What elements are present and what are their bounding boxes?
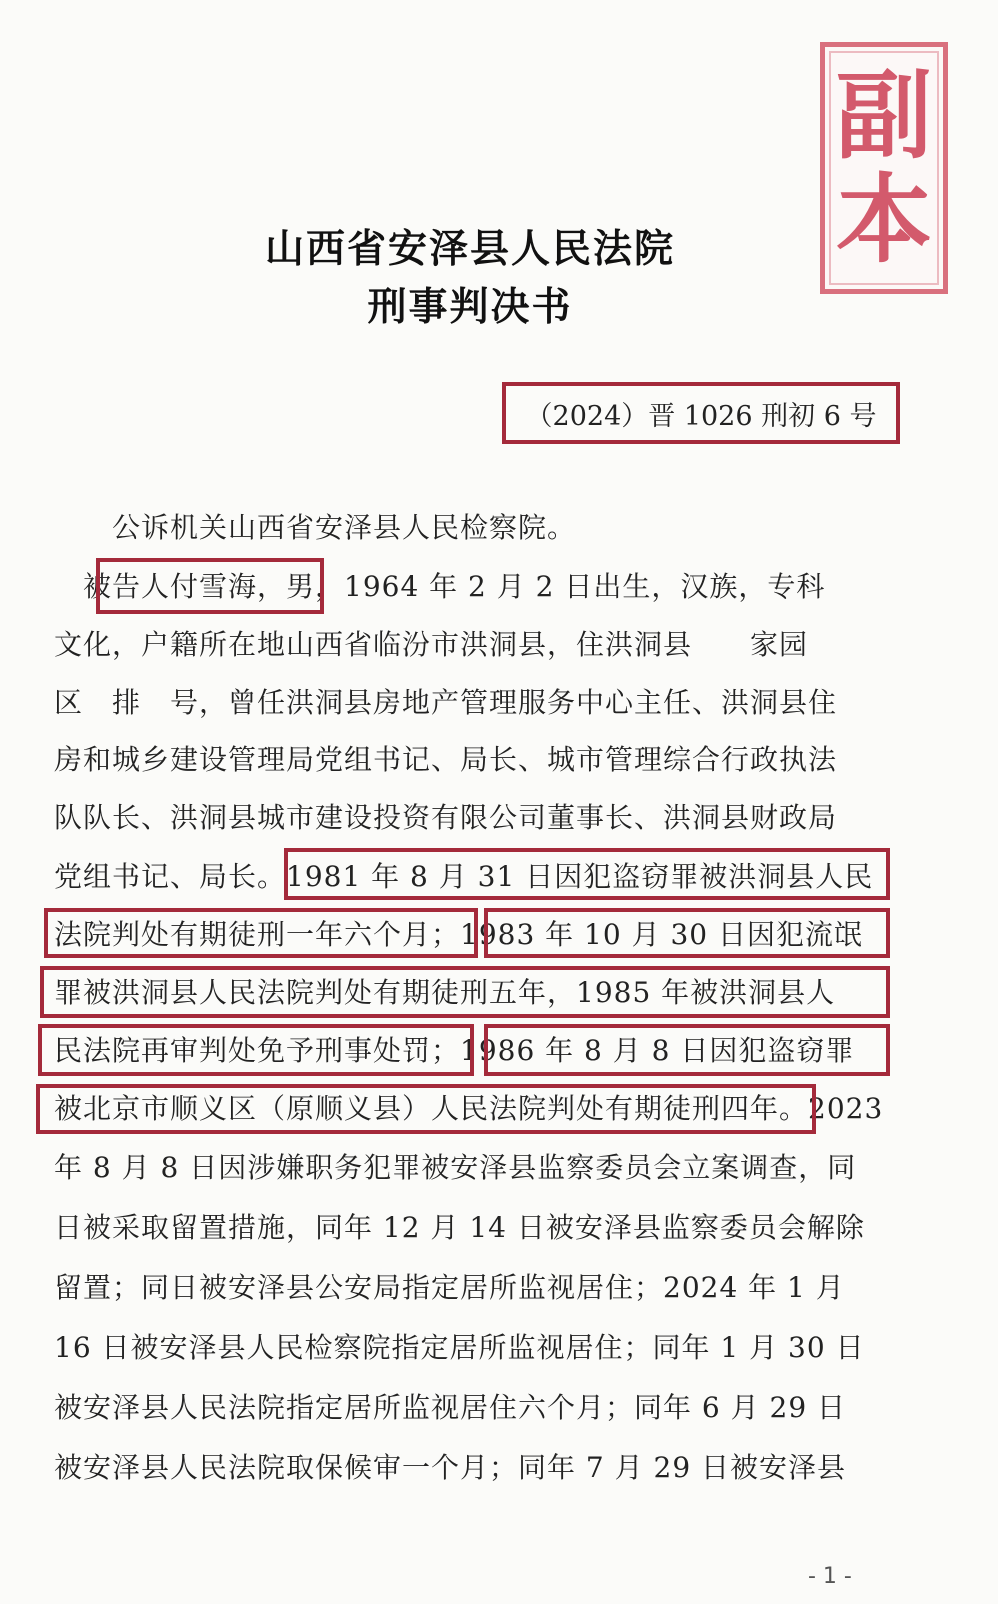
body-line: 党组书记、局长。1981 年 8 月 31 日因犯盗窃罪被洪洞县人民 xyxy=(54,860,874,893)
body-line: 日被采取留置措施，同年 12 月 14 日被安泽县监察委员会解除 xyxy=(54,1211,865,1244)
body-line: 被告人付雪海，男，1964 年 2 月 2 日出生，汉族，专科 xyxy=(54,570,826,603)
body-line: 被安泽县人民法院指定居所监视居住六个月；同年 6 月 29 日 xyxy=(54,1391,847,1424)
record-highlight-box xyxy=(484,1024,890,1076)
body-line: 法院判处有期徒刑一年六个月；1983 年 10 月 30 日因犯流氓 xyxy=(54,918,864,951)
body-line: 区 排 号，曾任洪洞县房地产管理服务中心主任、洪洞县住 xyxy=(54,686,838,719)
case-number-highlight xyxy=(502,382,900,444)
body-line: 队队长、洪洞县城市建设投资有限公司董事长、洪洞县财政局 xyxy=(54,801,838,834)
body-line: 民法院再审判处免予刑事处罚；1986 年 8 月 8 日因犯盗窃罪 xyxy=(54,1034,855,1067)
stamp-char-2: 本 xyxy=(836,164,932,276)
page-number: - 1 - xyxy=(808,1564,852,1589)
body-line: 文化，户籍所在地山西省临汾市洪洞县，住洪洞县 家园 xyxy=(54,628,809,661)
document-type: 刑事判决书 xyxy=(367,285,573,330)
record-highlight-box xyxy=(484,908,890,958)
court-name: 山西省安泽县人民法院 xyxy=(264,227,675,272)
record-highlight-box xyxy=(44,908,478,958)
body-line: 16 日被安泽县人民检察院指定居所监视居住；同年 1 月 30 日 xyxy=(54,1331,865,1364)
record-highlight-box xyxy=(40,966,890,1018)
body-line: 罪被洪洞县人民法院判处有期徒刑五年，1985 年被洪洞县人 xyxy=(54,976,836,1009)
record-highlight-box xyxy=(36,1084,816,1134)
body-line: 年 8 月 8 日因涉嫌职务犯罪被安泽县监察委员会立案调查，同 xyxy=(54,1151,857,1184)
body-line: 被安泽县人民法院取保候审一个月；同年 7 月 29 日被安泽县 xyxy=(54,1451,847,1484)
defendant-highlight-box xyxy=(96,558,324,614)
body-line: 房和城乡建设管理局党组书记、局长、城市管理综合行政执法 xyxy=(54,743,838,776)
body-line: 被北京市顺义区（原顺义县）人民法院判处有期徒刑四年。2023 xyxy=(54,1092,884,1125)
case-number: （2024）晋 1026 刑初 6 号 xyxy=(525,400,877,432)
stamp-char-1: 副 xyxy=(836,60,932,172)
body-line: 留置；同日被安泽县公安局指定居所监视居住；2024 年 1 月 xyxy=(54,1271,845,1304)
record-highlight-box xyxy=(38,1024,474,1076)
body-line: 公诉机关山西省安泽县人民检察院。 xyxy=(54,511,577,544)
record-highlight-box xyxy=(284,848,890,900)
